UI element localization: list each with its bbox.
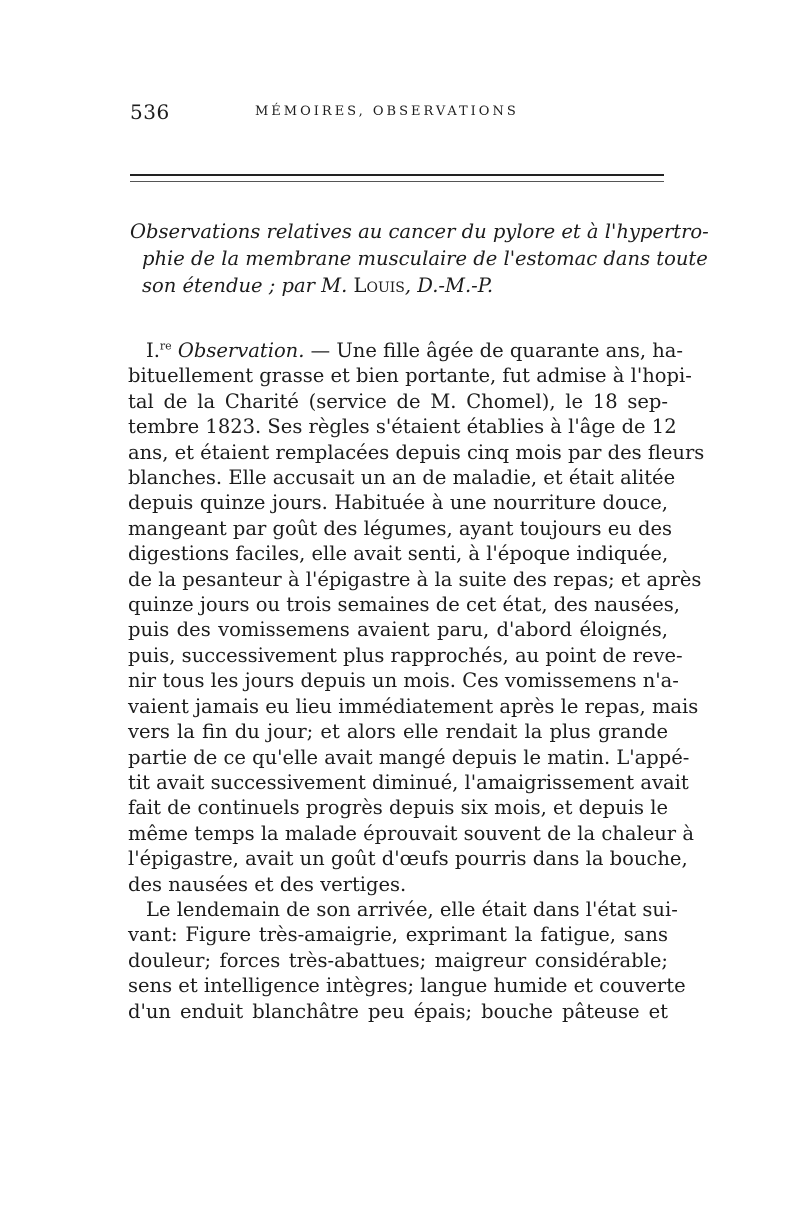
text-line: tembre 1823. Ses règles s'étaient établies à l'âge de 12: [128, 415, 677, 439]
text-line: même temps la malade éprouvait souvent de la chaleur à: [128, 821, 694, 845]
observation-numeral-superscript: re: [159, 339, 172, 353]
observation-label: Observation.: [177, 339, 305, 362]
text-line: ans, et étaient remplacées depuis cinq mois par des fleurs: [128, 440, 705, 464]
text-line: des nausées et des vertiges.: [128, 872, 407, 896]
text-line: de la pesanteur à l'épigastre à la suite des repas; et après: [128, 567, 702, 591]
text-line: puis des vomissemens avaient paru, d'abord éloignés,: [128, 618, 668, 642]
text-line: digestions faciles, elle avait senti, à l'époque indiquée,: [128, 542, 669, 566]
header-rule-thick: [130, 174, 664, 176]
author-name: Louis: [353, 274, 405, 297]
text-line: depuis quinze jours. Habituée à une nourriture douce,: [128, 491, 668, 515]
text-line: vant: Figure très-amaigrie, exprimant la fatigue, sans: [128, 923, 668, 947]
text-line: vaient jamais eu lieu immédiatement après le repas, mais: [128, 694, 699, 718]
page-number: 536: [130, 100, 170, 124]
text-line: blanches. Elle accusait un an de maladie, et était alitée: [128, 466, 676, 490]
text-line: tal de la Charité (service de M. Chomel), le 18 sep-: [128, 389, 668, 413]
observation-first-line: [128, 338, 684, 363]
title-line-2: phie de la membrane musculaire de l'estomac dans toute: [142, 247, 708, 270]
text-line: d'un enduit blanchâtre peu épais; bouche pâteuse et: [128, 999, 668, 1023]
text-line: nir tous les jours depuis un mois. Ces vomissemens n'a-: [128, 669, 679, 693]
author-initial: M.: [321, 274, 348, 297]
text-line: partie de ce qu'elle avait mangé depuis le matin. L'appé-: [128, 745, 690, 769]
text-line: fait de continuels progrès depuis six mois, et depuis le: [128, 796, 668, 820]
header-rule-thin: [130, 181, 664, 182]
text-line: bituellement grasse et bien portante, fut admise à l'hopi-: [128, 364, 692, 388]
text-line: douleur; forces très-abattues; maigreur considérable;: [128, 948, 668, 972]
text-line: puis, successivement plus rapprochés, au point de reve-: [128, 643, 683, 667]
running-head: [130, 100, 670, 130]
text-line: quinze jours ou trois semaines de cet état, des nausées,: [128, 593, 680, 617]
title-line-3: [130, 272, 670, 299]
observation-first-line-text: — Une fille âgée de quarante ans, ha-: [304, 339, 684, 362]
text-line: Le lendemain de son arrivée, elle était dans l'état sui-: [146, 897, 678, 921]
author-suffix: , D.-M.-P.: [404, 274, 494, 297]
text-line: sens et intelligence intègres; langue humide et couverte: [128, 974, 686, 998]
text-line: tit avait successivement diminué, l'amaigrissement avait: [128, 770, 689, 794]
title-line-3-prefix: son étendue ; par: [142, 274, 322, 297]
title-line-1: Observations relatives au cancer du pylore et à l'hypertro-: [130, 220, 709, 243]
text-line: vers la fin du jour; et alors elle rendait la plus grande: [128, 720, 668, 744]
text-line: l'épigastre, avait un goût d'œufs pourris dans la bouche,: [128, 847, 688, 871]
article-title: [130, 218, 709, 299]
observation-numeral: I.: [146, 339, 160, 362]
running-head-title: MÉMOIRES, OBSERVATIONS: [255, 104, 519, 119]
text-line: mangeant par goût des légumes, ayant toujours eu des: [128, 516, 673, 540]
body-text: [128, 338, 705, 1024]
